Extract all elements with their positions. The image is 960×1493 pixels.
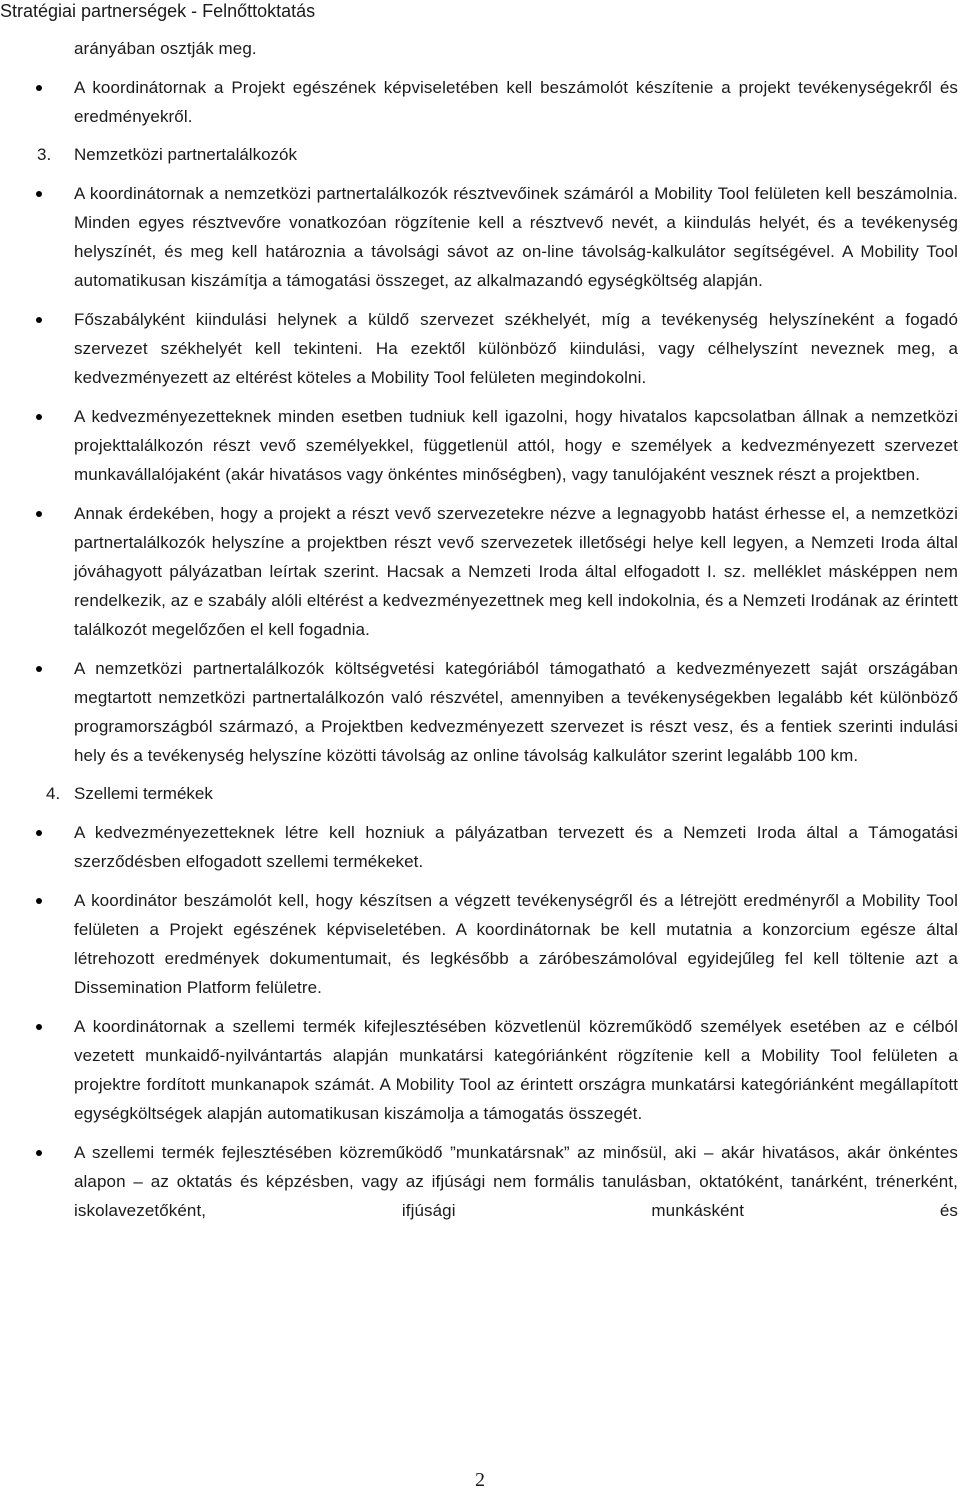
- section-title: Szellemi termékek: [74, 784, 213, 803]
- list-item: [0, 179, 960, 295]
- list-item-text: A szellemi termék fejlesztésében közreműködő ”munkatársnak” az minősül, aki – akár hivatásos, akár önkéntes alapon – az oktatás és képzésben, vagy az ifjúsági nem formális tanulásban, oktatóként, tanárként, trénerként, iskolavezetőként, ifjúsági munkásként és: [74, 1143, 958, 1220]
- bullet-icon: [36, 1150, 42, 1156]
- list-item-text: Főszabályként kiindulási helynek a küldő szervezet székhelyét, míg a tevékenység helyszíneként a fogadó szervezet székhelyét kell tekinteni. Ha ezektől különböző kiindulási, vagy célhelyszínt neveznek meg, a kedvezményezett az eltérést köteles a Mobility Tool felületen megindokolni.: [74, 310, 958, 387]
- list-item: [0, 886, 960, 1002]
- list-item-text: A koordinátornak a Projekt egészének képviseletében kell beszámolót készítenie a projekt tevékenységekről és eredményekről.: [74, 78, 958, 126]
- list-item-text: A nemzetközi partnertalálkozók költségvetési kategóriából támogatható a kedvezményezett saját országában megtartott nemzetközi partnertalálkozón való részvétel, amennyiben a tevékenységekben legalább két különböző programországból származó, a Projektben kedvezményezett szervezet is részt vesz, és a fentiek szerinti indulási hely és a tevékenység helyszíne közötti távolság az online távolság kalkulátor szerint legalább 100 km.: [74, 659, 958, 765]
- section-number: 3.: [37, 145, 52, 164]
- list-item: [0, 305, 960, 392]
- list-item-text: Annak érdekében, hogy a projekt a részt vevő szervezetekre nézve a legnagyobb hatást érhesse el, a nemzetközi partnertalálkozók helyszíne a projektben részt vevő szervezetek illetőségi helye kell legyen, a Nemzeti Iroda által jóváhagyott pályázatban leírtak szerint. Hacsak a Nemzeti Iroda által elfogadott I. sz. melléklet másképpen nem rendelkezik, az e szabály alóli eltérést a kedvezményezettnek meg kell indokolnia, és a Nemzeti Irodának az érintett találkozót megelőzően el kell fogadnia.: [74, 504, 958, 639]
- list-item: [0, 654, 960, 770]
- list-item: [0, 73, 960, 131]
- document-header: Stratégiai partnerségek - Felnőttoktatás: [0, 1, 316, 21]
- list-item-text: A kedvezményezetteknek minden esetben tudniuk kell igazolni, hogy hivatalos kapcsolatban állnak a nemzetközi projekttalálkozón részt vevő személyekkel, függetlenül attól, hogy e személyek a kedvezményezett szervezet munkavállalójaként (akár hivatásos vagy önkéntes minőségben), vagy tanulójaként vesznek részt a projektben.: [74, 407, 958, 484]
- bullet-icon: [36, 511, 42, 517]
- section-title: Nemzetközi partnertalálkozók: [74, 145, 297, 164]
- list-item: [0, 1138, 960, 1225]
- section-heading-4: [0, 779, 960, 808]
- list-item: [0, 499, 960, 644]
- bullet-icon: [36, 1024, 42, 1030]
- list-item-text: A kedvezményezetteknek létre kell hozniuk a pályázatban tervezett és a Nemzeti Iroda által a Támogatási szerződésben elfogadott szellemi termékeket.: [74, 823, 958, 871]
- bullet-icon: [36, 317, 42, 323]
- list-item-text: A koordinátor beszámolót kell, hogy készítsen a végzett tevékenységről és a létrejött eredményről a Mobility Tool felületen a Projekt egészének képviseletében. A koordinátornak be kell mutatnia a konzorcium egésze által létrehozott eredmények dokumentumait, és legkésőbb a záróbeszámolóval egyidejűleg fel kell töltenie azt a Dissemination Platform felületre.: [74, 891, 958, 997]
- bullet-icon: [36, 830, 42, 836]
- bullet-icon: [36, 85, 42, 91]
- list-item: [0, 402, 960, 489]
- list-item-text: A koordinátornak a szellemi termék kifejlesztésében közvetlenül közreműködő személyek esetében az e célból vezetett munkaidő-nyilvántartás alapján munkatársi kategóriánként rögzítenie kell a Mobility Tool felületen a projektre fordított munkanapok számát. A Mobility Tool az érintett országra munkatársi kategóriánként megállapított egységköltségek alapján automatikusan kiszámolja a támogatás összegét.: [74, 1017, 958, 1123]
- page-number: 2: [475, 1469, 485, 1491]
- bullet-icon: [36, 191, 42, 197]
- document-body: [0, 34, 960, 1225]
- list-item: [0, 818, 960, 876]
- section-heading-3: [0, 140, 960, 169]
- list-item: [0, 1012, 960, 1128]
- bullet-icon: [36, 414, 42, 420]
- bullet-icon: [36, 898, 42, 904]
- bullet-icon: [36, 666, 42, 672]
- continuation-text: arányában osztják meg.: [74, 39, 257, 58]
- continuation-paragraph: [0, 34, 960, 63]
- list-item-text: A koordinátornak a nemzetközi partnertalálkozók résztvevőinek számáról a Mobility Tool felületen kell beszámolnia. Minden egyes résztvevőre vonatkozóan rögzítenie kell a résztvevő nevét, a kiindulás helyét, és a tevékenység helyszínét, és meg kell határoznia a távolsági sávot az on-line távolság-kalkulátor segítségével. A Mobility Tool automatikusan kiszámítja a támogatási összeget, az alkalmazandó egységköltség alapján.: [74, 184, 958, 290]
- section-number: 4.: [46, 784, 61, 803]
